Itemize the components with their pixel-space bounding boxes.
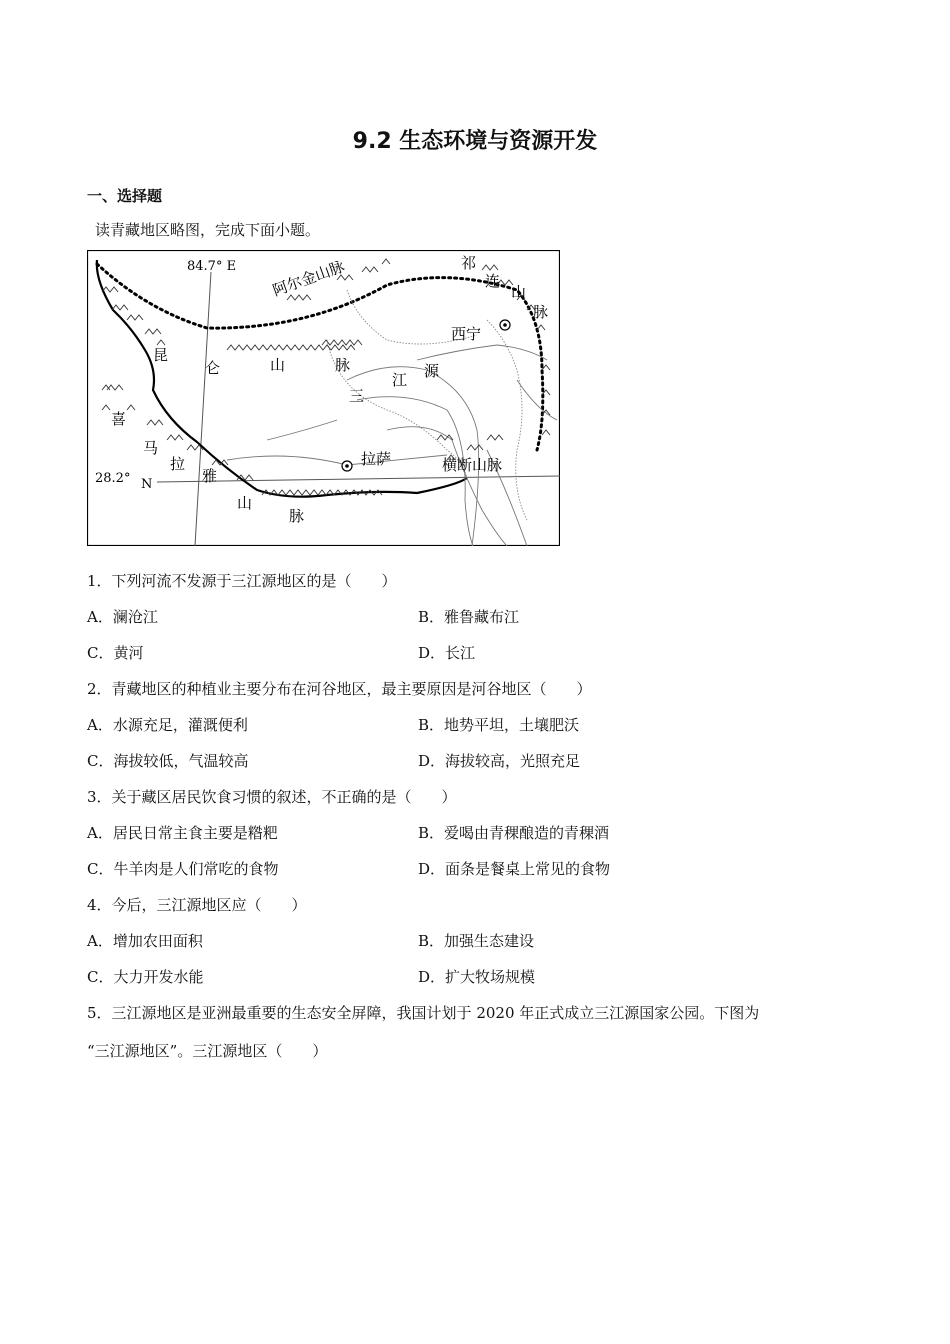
question-1: 1．下列河流不发源于三江源地区的是（ ） [87,572,397,590]
city-lasa-marker [342,461,352,471]
xi-label: 喜 [111,410,127,428]
question-5-continuation: “三江源地区”。三江源地区（ ） [87,1042,328,1060]
qilian-mai-label: 脉 [533,303,549,321]
la-label: 拉 [170,455,186,473]
q1-option-d[interactable]: D．长江 [418,644,476,662]
q4-option-d[interactable]: D．扩大牧场规模 [418,968,536,986]
city-xining-marker [500,320,510,330]
intro-text: 读青藏地区略图，完成下面小题。 [95,221,321,239]
kunlun-mai-label: 脉 [335,356,351,374]
q4-option-b[interactable]: B．加强生态建设 [418,932,535,950]
question-5: 5．三江源地区是亚洲最重要的生态安全屏障，我国计划于 2020 年正式成立三江源国家公园。下图为 [87,1004,760,1022]
ma-label: 马 [143,439,159,457]
question-3: 3．关于藏区居民饮食习惯的叙述，不正确的是（ ） [87,788,457,806]
q3-option-c[interactable]: C．牛羊肉是人们常吃的食物 [87,860,279,878]
q1-option-b[interactable]: B．雅鲁藏布江 [418,608,520,626]
lun-label: 仑 [205,359,221,377]
lon-label: 84.7° E [187,259,237,274]
lat-dir-label: N [141,477,153,492]
lian-label: 连 [485,272,501,290]
qinghai-tibet-map [87,250,560,546]
q2-option-d[interactable]: D．海拔较高，光照充足 [418,752,581,770]
kun-label: 昆 [153,346,169,364]
q2-option-a[interactable]: A．水源充足，灌溉便利 [87,716,248,734]
question-4: 4．今后，三江源地区应（ ） [87,896,307,914]
page-title: 9.2 生态环境与资源开发 [352,129,598,154]
jiang-label: 江 [392,371,408,389]
q2-option-c[interactable]: C．海拔较低，气温较高 [87,752,249,770]
yuan-label: 源 [424,362,440,380]
ya-label: 雅 [202,467,218,485]
q4-option-c[interactable]: C．大力开发水能 [87,968,204,986]
himalaya-mai-label: 脉 [289,507,305,525]
hengduan-label: 横断山脉 [442,456,503,474]
q4-option-a[interactable]: A．增加农田面积 [87,932,203,950]
qilian-shan-label: 山 [511,283,527,301]
section-heading: 一、选择题 [87,187,163,205]
q3-option-d[interactable]: D．面条是餐桌上常见的食物 [418,860,611,878]
kunlun-shan-label: 山 [270,356,286,374]
himalaya-shan-label: 山 [237,494,253,512]
san-label: 三 [349,387,365,405]
lat-label: 28.2° [95,471,131,486]
q3-option-a[interactable]: A．居民日常主食主要是糌粑 [87,824,278,842]
q3-option-b[interactable]: B．爱喝由青稞酿造的青稞酒 [418,824,610,842]
lasa-label: 拉萨 [361,450,392,468]
q1-option-c[interactable]: C．黄河 [87,644,144,662]
q1-option-a[interactable]: A．澜沧江 [87,608,158,626]
aerjin-label: 阿尔金山脉 [270,257,347,300]
q2-option-b[interactable]: B．地势平坦，土壤肥沃 [418,716,580,734]
xining-label: 西宁 [451,325,482,343]
question-2: 2．青藏地区的种植业主要分布在河谷地区，最主要原因是河谷地区（ ） [87,680,592,698]
qi-label: 祁 [461,254,477,272]
